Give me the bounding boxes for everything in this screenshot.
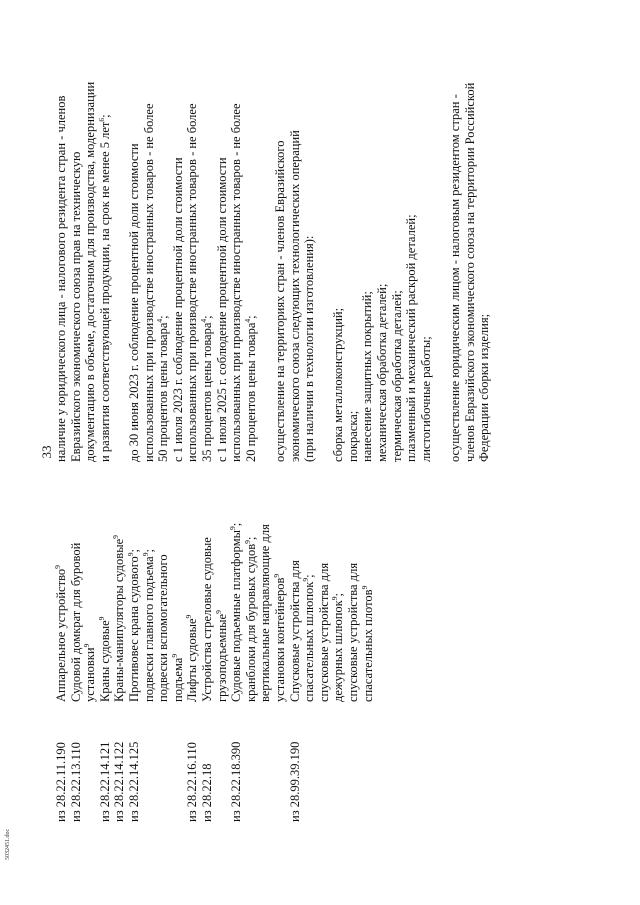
condition-line-text: осуществление на территориях стран - членов Евразийского [272,140,287,462]
product-name-line-text: спусковые устройства для [345,562,360,702]
condition-line-text: и развития соответствующей продукции, на срок не менее 5 лет [97,121,112,462]
condition-line [54,50,69,462]
punctuation: ; [141,549,156,553]
condition-line-text: (при наличии в технологии изготовления): [302,235,317,462]
footnote-ref: 9 [82,643,92,648]
condition-line-text: использованных при производстве иностранных товаров - не более [185,103,200,462]
condition-line-text: сборка металлоконструкций; [331,307,346,462]
condition-line [419,50,434,462]
footnote-ref: 9 [125,552,135,557]
condition-line-text: Федерации сборки изделия; [477,313,492,462]
okpd2-code: из 28.22.18 [199,763,214,822]
footnote-ref: 9 [52,565,62,569]
condition-line-text: осуществление юридическим лицом - налоговым резидентом стран - [448,94,463,462]
condition-line-text: членов Евразийского экономического союза на территории Российской [462,82,477,462]
table-row-codes [54,712,83,822]
condition-line-text: термическая обработка деталей; [389,290,404,462]
condition-line [98,50,113,462]
condition-line [156,50,171,462]
condition-line [185,50,200,462]
condition-line [244,50,259,462]
condition-line-text: покраска; [345,410,360,462]
table-row-codes [98,712,142,822]
condition-line [229,50,244,462]
condition-line-text: с 1 июля 2023 г. соблюдение процентной доли стоимости [170,157,185,462]
product-name-line [346,492,361,702]
footnote-ref: 4 [198,318,208,323]
product-name-line-text: вертикальные направляющие для [258,524,273,702]
table-row-names [288,492,376,702]
condition-line-text: использованных при производстве иностранных товаров - не более [229,103,244,462]
spacer [112,50,127,462]
punctuation: ; [302,574,317,578]
footnote-ref: 4 [242,318,252,323]
okpd2-code: из 28.22.14.122 [112,741,127,822]
product-name-line [258,492,273,702]
page-number: 33 [39,445,54,459]
condition-line [390,50,405,462]
product-name-line-text: Аппарельное устройство [54,568,68,702]
spacer [433,50,448,462]
product-name-line [185,492,200,702]
condition-line-text: экономического союза следующих технологических операций [287,130,302,462]
condition-line [83,50,98,462]
product-name-line [127,492,142,702]
footnote-ref: 6 [96,117,106,122]
product-name-line-text: грузоподъемные [214,613,229,702]
table-row-names [185,492,229,702]
footnote-ref: 9 [184,614,194,619]
punctuation: ; [156,315,171,319]
punctuation: ; [229,522,244,527]
condition-line [448,50,463,462]
condition-line [171,50,186,462]
footnote-ref: 9 [330,596,340,601]
table-row-names [229,492,287,702]
condition-line-text: использованных при производстве иностранных товаров - не более [141,103,156,462]
product-name-line [83,492,98,702]
product-name-line-text: подъема [170,657,185,702]
condition-line [142,50,157,462]
condition-line-text: Евразийского экономического союза прав на техническую [68,151,83,462]
condition-line [215,50,230,462]
okpd2-code: из 28.99.39.190 [287,741,302,822]
product-name-line [288,492,303,702]
okpd2-code: из 28.22.11.190 [54,742,68,822]
condition-line [346,50,361,462]
okpd2-code: из 28.22.18.390 [229,741,244,822]
product-name-line-text: спасательных шлюпок [302,581,317,702]
condition-line-text: документацию в объеме, достаточном для производства, модернизации [83,81,98,462]
footnote-ref: 4 [155,318,164,323]
product-name-line-text: дежурных шлюпок [331,600,346,702]
product-name-line [54,492,69,702]
product-name-line [317,492,332,702]
condition-line [288,50,303,462]
product-name-line [69,492,84,702]
punctuation: ; [126,549,141,553]
product-name-line [361,492,376,702]
table-row-names [98,492,186,702]
condition-line [375,50,390,462]
footnote-ref: 9 [140,552,150,557]
condition-line-text: нанесение защитных покрытий; [360,291,375,462]
footnote-ref: 9 [96,616,106,621]
table-row-codes [229,712,244,822]
footnote-ref: 9 [359,585,369,590]
product-name-line [215,492,230,702]
okpd2-code: из 28.22.14.125 [126,741,141,822]
condition-line-text: механическая обработка деталей; [375,283,390,462]
spacer [317,50,332,462]
punctuation: ; [97,114,112,118]
product-name-line-text: спасательных плотов [360,589,375,702]
product-name-line [156,492,171,702]
conditions-column [54,50,492,462]
condition-line [127,50,142,462]
okpd2-code: из 28.22.13.110 [68,742,83,822]
product-name-line-text: Устройства стреловые судовые [199,537,214,702]
product-name-line-text: установки контейнеров [272,577,287,702]
footnote-ref: 9 [228,526,238,530]
okpd2-code: из 28.22.16.110 [185,742,200,822]
spacer [258,50,273,462]
condition-line-text: листогибочные работы; [418,336,433,462]
punctuation: ; [331,593,346,597]
product-name-line [142,492,157,702]
footnote-ref: 9 [301,577,311,582]
product-name-line [229,492,244,702]
condition-line-text: наличие у юридического лица - налогового резидента стран - членов [54,95,68,462]
condition-line-text: плазменный и механический раскрой деталей; [404,214,419,462]
product-name-line-text: Противовес крана судового [126,556,141,702]
product-name-line-text: кранблоки для буровых судов [243,543,258,702]
product-name-line-text: спусковые устройства для [316,562,331,702]
punctuation: ; [243,536,258,541]
punctuation: ; [243,315,258,319]
table-row-codes [185,712,214,822]
product-name-line-text: Судовой домкрат для буровой [68,542,83,702]
product-name-line [171,492,186,702]
footnote-ref: 9 [169,653,179,658]
product-name-line [331,492,346,702]
rotated-page [40,52,600,852]
table-row-codes [288,712,303,822]
condition-line [200,50,215,462]
footnote-ref: 9 [213,610,223,614]
product-name-line [244,492,259,702]
product-name-line [112,492,127,702]
product-name-line [302,492,317,702]
condition-line [273,50,288,462]
product-name-line [98,492,113,702]
product-name-line-text: Краны-манипуляторы судовые [112,538,127,702]
product-name-line-text: подвески главного подъема [141,556,156,702]
product-name-line-text: Судовые подъемные платформы [229,529,244,702]
product-name-line-text: установки [83,647,98,702]
product-name-line-text: Краны судовые [97,620,112,702]
product-name-line [200,492,215,702]
condition-line-text: с 1 июля 2025 г. соблюдение процентной доли стоимости [214,157,229,462]
condition-line-text: 20 процентов цены товара [243,322,258,462]
condition-line [463,50,478,462]
condition-line [69,50,84,462]
punctuation: ; [199,315,214,319]
table-row-names [54,492,98,702]
condition-line [404,50,419,462]
condition-line [360,50,375,462]
condition-line-text: 50 процентов цены товара [156,322,171,462]
footnote-ref: 9 [242,540,252,544]
okpd2-code: из 28.22.14.121 [97,741,112,822]
condition-line-text: 35 процентов цены товара [199,322,214,462]
product-name-line-text: Спусковые устройства для [287,560,302,702]
condition-line-text: до 30 июня 2023 г. соблюдение процентной доли стоимости [126,143,141,462]
product-name-line-text: Лифты судовые [185,618,200,702]
footer-doc-code: 5032451.doc [5,828,11,860]
footnote-ref: 9 [271,573,281,578]
footnote-ref: 9 [111,535,121,539]
condition-line [302,50,317,462]
product-name-line-text: подвески вспомогательного [156,554,171,702]
product-name-line [273,492,288,702]
condition-line [331,50,346,462]
condition-line [477,50,492,462]
